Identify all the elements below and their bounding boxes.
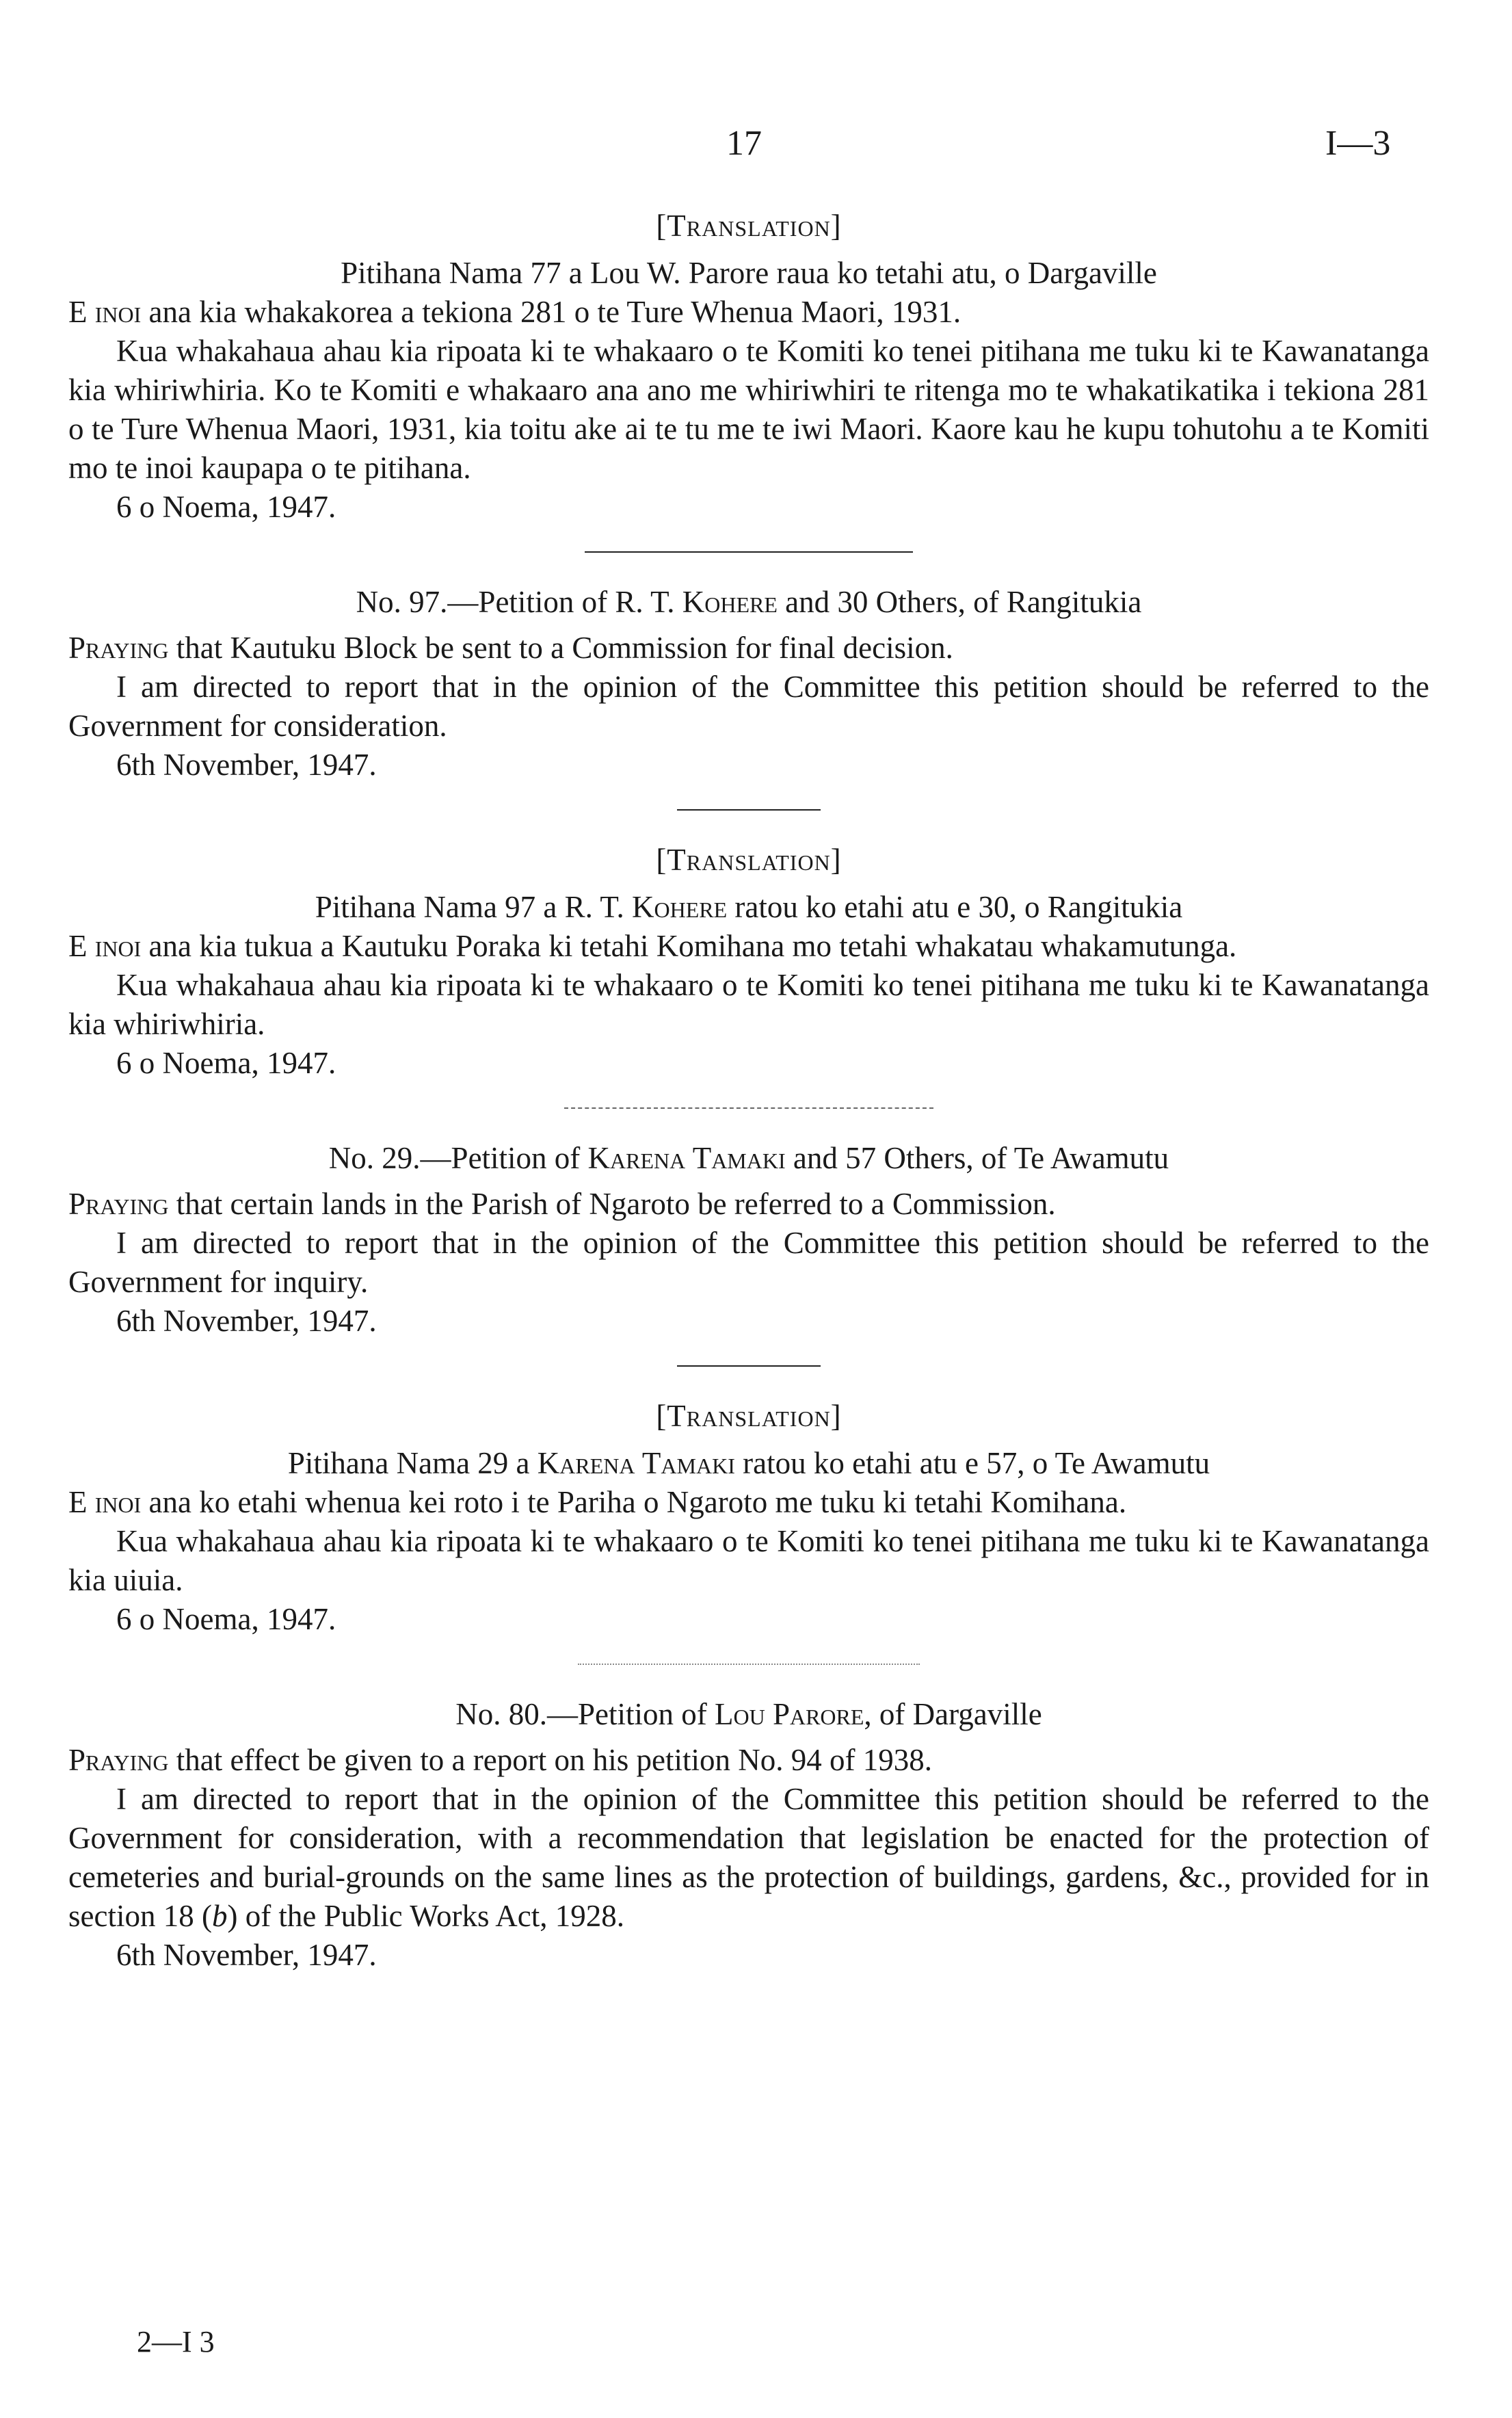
petition-prayer: Praying that certain lands in the Parish of Ngaroto be referred to a Commission.: [68, 1187, 1056, 1221]
petition-report: Kua whakahaua ahau kia ripoata ki te whakaaro o te Komiti ko tenei pitihana me tuku ki te Kawanatanga kia whiriwhiria.: [68, 968, 1429, 1041]
petition-title: Pitihana Nama 77 a Lou W. Parore raua ko tetahi atu, o Dargaville: [341, 256, 1157, 290]
section-translation-29: [68, 1397, 1429, 1639]
petition-title: No. 97.—Petition of R. T. Kohere and 30 Others, of Rangitukia: [356, 585, 1142, 619]
petition-title: Pitihana Nama 29 a Karena Tamaki ratou ko etahi atu e 57, o Te Awamutu: [287, 1446, 1210, 1480]
petition-report: Kua whakahaua ahau kia ripoata ki te whakaaro o te Komiti ko tenei pitihana me tuku ki te Kawanatanga kia uiuia.: [68, 1524, 1429, 1597]
series-number: I—3: [1325, 124, 1391, 163]
translation-heading: [Translation]: [656, 1399, 842, 1433]
petition-report: I am directed to report that in the opinion of the Committee this petition should be referred to the Government for consideration, with a recommendation that legislation be enacted for the protection of cemeteries and burial-grounds on the same lines as the protection of buildings, gardens, &c., provided for in section 18 (b) of the Public Works Act, 1928.: [68, 1782, 1429, 1933]
petition-date: 6 o Noema, 1947.: [116, 1046, 336, 1080]
section-petition-80: [68, 1695, 1429, 1975]
petition-title: No. 29.—Petition of Karena Tamaki and 57 Others, of Te Awamutu: [328, 1141, 1169, 1175]
petition-date: 6th November, 1947.: [116, 1938, 377, 1972]
section-petition-29: [68, 1139, 1429, 1341]
petition-prayer: Praying that Kautuku Block be sent to a Commission for final decision.: [68, 631, 953, 665]
document-body: [68, 103, 1429, 1975]
petition-prayer: E inoi ana ko etahi whenua kei roto i te Pariha o Ngaroto me tuku ki tetahi Komihana.: [68, 1485, 1127, 1519]
printer-signature: 2—I 3: [137, 2325, 215, 2358]
section-translation-97: [68, 841, 1429, 1083]
page-number: 17: [726, 124, 762, 163]
petition-date: 6 o Noema, 1947.: [116, 490, 336, 524]
petition-title: Pitihana Nama 97 a R. T. Kohere ratou ko etahi atu e 30, o Rangitukia: [315, 890, 1183, 924]
petition-report: I am directed to report that in the opinion of the Committee this petition should be referred to the Government for consideration.: [68, 670, 1429, 743]
petition-prayer: E inoi ana kia whakakorea a tekiona 281 o te Ture Whenua Maori, 1931.: [68, 295, 961, 329]
petition-report: Kua whakahaua ahau kia ripoata ki te whakaaro o te Komiti ko tenei pitihana me tuku ki te Kawanatanga kia whiriwhiria. Ko te Komiti e whakaaro ana ano me whiriwhiri te ritenga mo te whakatikatika i tekiona 281 o te Ture Whenua Maori, 1931, kia toitu ake ai te tu me te iwi Maori. Kaore kau he kupu tohutohu a te Komiti mo te inoi kaupapa o te pitihana.: [68, 334, 1429, 485]
petition-date: 6th November, 1947.: [116, 1304, 377, 1338]
translation-heading: [Translation]: [656, 209, 842, 243]
petition-report: I am directed to report that in the opinion of the Committee this petition should be referred to the Government for inquiry.: [68, 1226, 1429, 1299]
petition-title: No. 80.—Petition of Lou Parore, of Dargaville: [455, 1697, 1042, 1731]
section-petition-97: [68, 583, 1429, 785]
petition-date: 6th November, 1947.: [116, 748, 377, 782]
section-translation-77: [68, 207, 1429, 527]
petition-prayer: E inoi ana kia tukua a Kautuku Poraka ki tetahi Komihana mo tetahi whakatau whakamutunga.: [68, 929, 1237, 963]
translation-heading: [Translation]: [656, 843, 842, 877]
petition-date: 6 o Noema, 1947.: [116, 1602, 336, 1636]
petition-prayer: Praying that effect be given to a report on his petition No. 94 of 1938.: [68, 1743, 932, 1777]
